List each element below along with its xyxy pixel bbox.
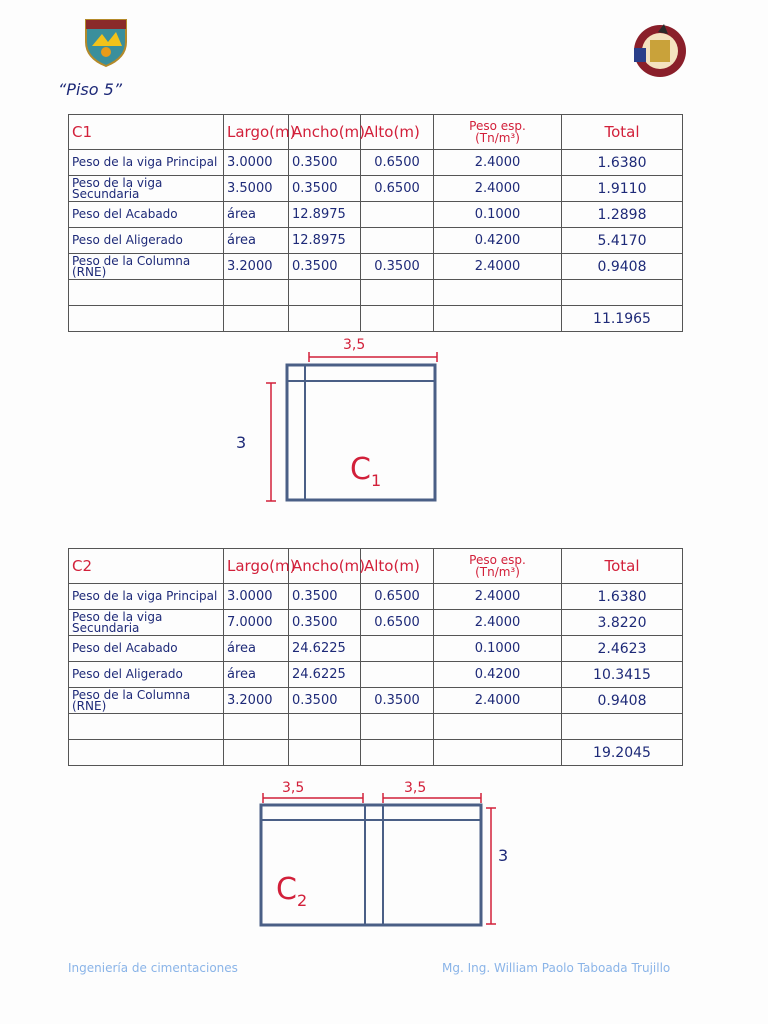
header-ancho: Ancho(m) xyxy=(289,549,361,584)
row-peso: 2.4000 xyxy=(434,254,562,280)
page-heading: “Piso 5” xyxy=(58,80,123,99)
row-peso: 0.4200 xyxy=(434,228,562,254)
row-desc: Peso de la Columna (RNE) xyxy=(69,688,224,714)
row-ancho: 0.3500 xyxy=(289,150,361,176)
footer-author: Mg. Ing. William Paolo Taboada Trujillo xyxy=(442,961,671,975)
header-peso xyxy=(434,115,562,150)
table-c1-sum: 11.1965 xyxy=(562,306,683,332)
header-peso-unit: (Tn/m³) xyxy=(475,565,520,579)
table-row-sum xyxy=(69,306,683,332)
row-ancho: 0.3500 xyxy=(289,610,361,636)
row-alto: 0.6500 xyxy=(361,610,434,636)
row-largo: 7.0000 xyxy=(224,610,289,636)
row-desc: Peso del Aligerado xyxy=(69,228,224,254)
header-peso xyxy=(434,549,562,584)
row-ancho: 0.3500 xyxy=(289,688,361,714)
row-desc: Peso de la viga Secundaria xyxy=(69,176,224,202)
university-shield-logo xyxy=(82,16,130,68)
row-peso: 0.1000 xyxy=(434,202,562,228)
table-c1 xyxy=(68,114,683,332)
row-desc: Peso del Acabado xyxy=(69,636,224,662)
table-row xyxy=(69,636,683,662)
row-alto: 0.3500 xyxy=(361,254,434,280)
row-alto: 0.6500 xyxy=(361,584,434,610)
diagram-label-c2 xyxy=(276,872,307,910)
row-desc: Peso del Aligerado xyxy=(69,662,224,688)
table-row xyxy=(69,610,683,636)
row-largo: 3.2000 xyxy=(224,688,289,714)
header-peso-esp: Peso esp. xyxy=(469,119,526,133)
header-largo: Largo(m) xyxy=(224,115,289,150)
row-alto xyxy=(361,228,434,254)
row-total: 10.3415 xyxy=(562,662,683,688)
row-peso: 2.4000 xyxy=(434,150,562,176)
table-row-sum xyxy=(69,740,683,766)
dimension-height: 3 xyxy=(498,846,509,865)
header-largo: Largo(m) xyxy=(224,549,289,584)
table-row xyxy=(69,662,683,688)
dimension-width-left: 3,5 xyxy=(282,780,305,796)
table-c2 xyxy=(68,548,683,766)
row-ancho: 12.8975 xyxy=(289,202,361,228)
row-alto xyxy=(361,202,434,228)
row-peso: 2.4000 xyxy=(434,176,562,202)
row-total: 2.4623 xyxy=(562,636,683,662)
table-c1-label: C1 xyxy=(69,115,224,150)
row-peso: 0.1000 xyxy=(434,636,562,662)
row-desc: Peso del Acabado xyxy=(69,202,224,228)
row-total: 1.9110 xyxy=(562,176,683,202)
dimension-width: 3,5 xyxy=(343,337,366,353)
table-c2-sum: 19.2045 xyxy=(562,740,683,766)
diagram-letter: C xyxy=(276,872,297,907)
row-desc: Peso de la Columna (RNE) xyxy=(69,254,224,280)
header-alto: Alto(m) xyxy=(361,549,434,584)
row-alto xyxy=(361,636,434,662)
diagram-subscript: 2 xyxy=(296,891,308,910)
row-desc: Peso de la viga Principal xyxy=(69,584,224,610)
row-largo: área xyxy=(224,228,289,254)
diagram-label-c1 xyxy=(350,452,381,490)
table-row xyxy=(69,228,683,254)
row-peso: 2.4000 xyxy=(434,610,562,636)
header-alto: Alto(m) xyxy=(361,115,434,150)
row-peso: 2.4000 xyxy=(434,688,562,714)
dimension-width-right: 3,5 xyxy=(404,780,427,796)
row-ancho: 12.8975 xyxy=(289,228,361,254)
table-row xyxy=(69,584,683,610)
diagram-letter: C xyxy=(350,452,371,487)
row-largo: 3.2000 xyxy=(224,254,289,280)
row-ancho: 0.3500 xyxy=(289,176,361,202)
row-total: 1.6380 xyxy=(562,150,683,176)
row-desc: Peso de la viga Secundaria xyxy=(69,610,224,636)
row-ancho: 24.6225 xyxy=(289,662,361,688)
row-total: 0.9408 xyxy=(562,254,683,280)
row-largo: 3.0000 xyxy=(224,584,289,610)
row-alto: 0.6500 xyxy=(361,150,434,176)
table-row-empty xyxy=(69,714,683,740)
header-total: Total xyxy=(562,549,683,584)
row-total: 1.2898 xyxy=(562,202,683,228)
row-largo: 3.0000 xyxy=(224,150,289,176)
row-ancho: 0.3500 xyxy=(289,254,361,280)
row-total: 5.4170 xyxy=(562,228,683,254)
row-largo: área xyxy=(224,636,289,662)
row-ancho: 24.6225 xyxy=(289,636,361,662)
row-desc: Peso de la viga Principal xyxy=(69,150,224,176)
row-total: 3.8220 xyxy=(562,610,683,636)
table-row xyxy=(69,254,683,280)
footer-course: Ingeniería de cimentaciones xyxy=(68,961,238,975)
row-alto: 0.3500 xyxy=(361,688,434,714)
row-total: 0.9408 xyxy=(562,688,683,714)
row-peso: 0.4200 xyxy=(434,662,562,688)
table-row xyxy=(69,150,683,176)
row-peso: 2.4000 xyxy=(434,584,562,610)
table-row xyxy=(69,176,683,202)
row-total: 1.6380 xyxy=(562,584,683,610)
row-alto xyxy=(361,662,434,688)
table-row-empty xyxy=(69,280,683,306)
row-alto: 0.6500 xyxy=(361,176,434,202)
header-peso-unit: (Tn/m³) xyxy=(475,131,520,145)
row-largo: área xyxy=(224,202,289,228)
row-largo: área xyxy=(224,662,289,688)
header-ancho: Ancho(m) xyxy=(289,115,361,150)
header-peso-esp: Peso esp. xyxy=(469,553,526,567)
faculty-seal-logo xyxy=(628,20,688,82)
table-row xyxy=(69,202,683,228)
diagram-subscript: 1 xyxy=(370,471,382,490)
row-largo: 3.5000 xyxy=(224,176,289,202)
table-c2-label: C2 xyxy=(69,549,224,584)
dimension-height: 3 xyxy=(236,433,247,452)
row-ancho: 0.3500 xyxy=(289,584,361,610)
table-row xyxy=(69,688,683,714)
header-total: Total xyxy=(562,115,683,150)
